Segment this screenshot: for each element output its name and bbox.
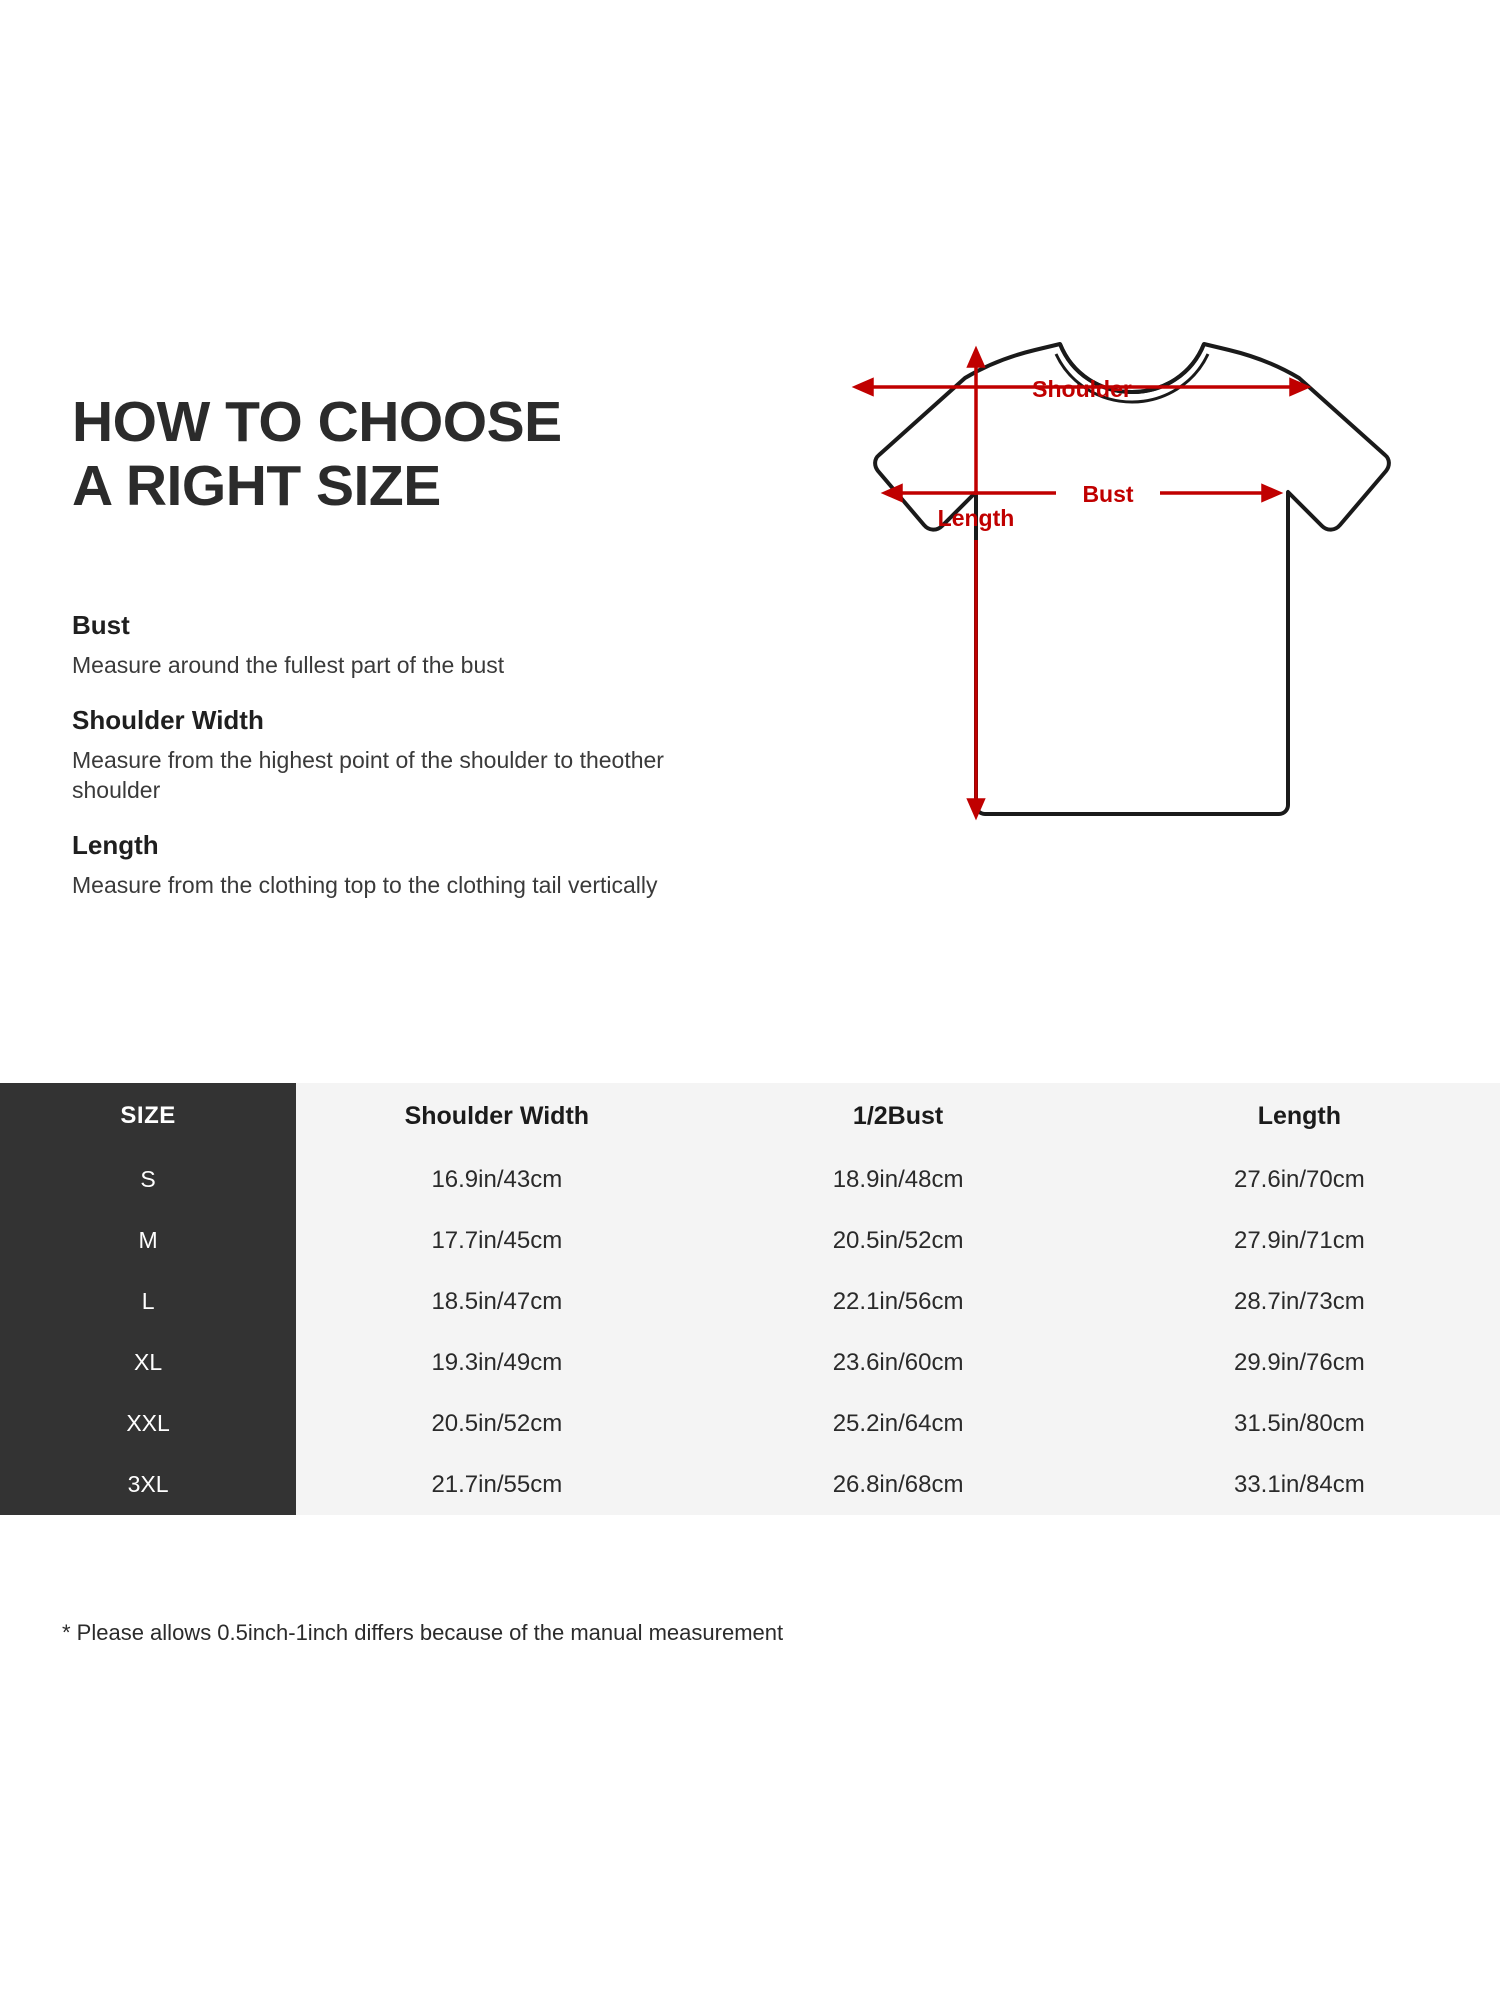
- cell-bust: 18.9in/48cm: [697, 1149, 1098, 1210]
- table-row: [0, 1332, 1500, 1393]
- cell-length: 28.7in/73cm: [1099, 1271, 1500, 1332]
- size-table-head: [0, 1083, 1500, 1149]
- page-title: [72, 390, 712, 519]
- cell-shoulder: 20.5in/52cm: [296, 1393, 697, 1454]
- table-row: [0, 1271, 1500, 1332]
- cell-size: S: [0, 1149, 296, 1210]
- length-label: Length: [937, 505, 1015, 531]
- cell-size: XL: [0, 1332, 296, 1393]
- measurement-definitions: [72, 610, 692, 900]
- cell-shoulder: 18.5in/47cm: [296, 1271, 697, 1332]
- table-header-row: [0, 1083, 1500, 1149]
- table-row: [0, 1210, 1500, 1271]
- definition-desc-length: Measure from the clothing top to the clothing tail vertically: [72, 871, 658, 898]
- cell-shoulder: 17.7in/45cm: [296, 1210, 697, 1271]
- cell-bust: 26.8in/68cm: [697, 1454, 1098, 1515]
- shoulder-label: Shoulder: [1032, 376, 1132, 402]
- table-header-shoulder-width: Shoulder Width: [296, 1083, 697, 1149]
- cell-shoulder: 19.3in/49cm: [296, 1332, 697, 1393]
- table-row: [0, 1454, 1500, 1515]
- size-chart-table: [0, 1083, 1500, 1515]
- cell-size: XXL: [0, 1393, 296, 1454]
- table-header-length: Length: [1099, 1083, 1500, 1149]
- tshirt-diagram: [760, 340, 1400, 1040]
- table-header-size: SIZE: [0, 1083, 296, 1149]
- definition-term-shoulder-width: Shoulder Width: [72, 704, 264, 735]
- cell-size: M: [0, 1210, 296, 1271]
- cell-bust: 20.5in/52cm: [697, 1210, 1098, 1271]
- definition-desc-shoulder-width: Measure from the highest point of the shoulder to theother shoulder: [72, 746, 664, 804]
- intro-section: [0, 340, 1500, 1080]
- bust-label: Bust: [1082, 481, 1134, 507]
- size-table-container: [0, 1083, 1500, 1515]
- table-row: [0, 1393, 1500, 1454]
- definition-term-length: Length: [72, 829, 159, 860]
- definition-term-bust: Bust: [72, 610, 130, 640]
- page-title-line-1: HOW TO CHOOSE: [72, 390, 562, 454]
- definition-desc-bust: Measure around the fullest part of the bust: [72, 652, 505, 678]
- cell-shoulder: 16.9in/43cm: [296, 1149, 697, 1210]
- measurement-note: * Please allows 0.5inch-1inch differs because of the manual measurement: [62, 1620, 784, 1645]
- table-row: [0, 1149, 1500, 1210]
- cell-size: 3XL: [0, 1454, 296, 1515]
- cell-length: 29.9in/76cm: [1099, 1332, 1500, 1393]
- cell-length: 33.1in/84cm: [1099, 1454, 1500, 1515]
- size-table-body: [0, 1149, 1500, 1515]
- cell-size: L: [0, 1271, 296, 1332]
- page-title-line-2: A RIGHT SIZE: [72, 454, 441, 519]
- cell-length: 31.5in/80cm: [1099, 1393, 1500, 1454]
- cell-bust: 22.1in/56cm: [697, 1271, 1098, 1332]
- table-header-half-bust: 1/2Bust: [697, 1083, 1098, 1149]
- cell-length: 27.9in/71cm: [1099, 1210, 1500, 1271]
- cell-shoulder: 21.7in/55cm: [296, 1454, 697, 1515]
- tshirt-outline-icon: [875, 344, 1389, 814]
- cell-length: 27.6in/70cm: [1099, 1149, 1500, 1210]
- cell-bust: 25.2in/64cm: [697, 1393, 1098, 1454]
- cell-bust: 23.6in/60cm: [697, 1332, 1098, 1393]
